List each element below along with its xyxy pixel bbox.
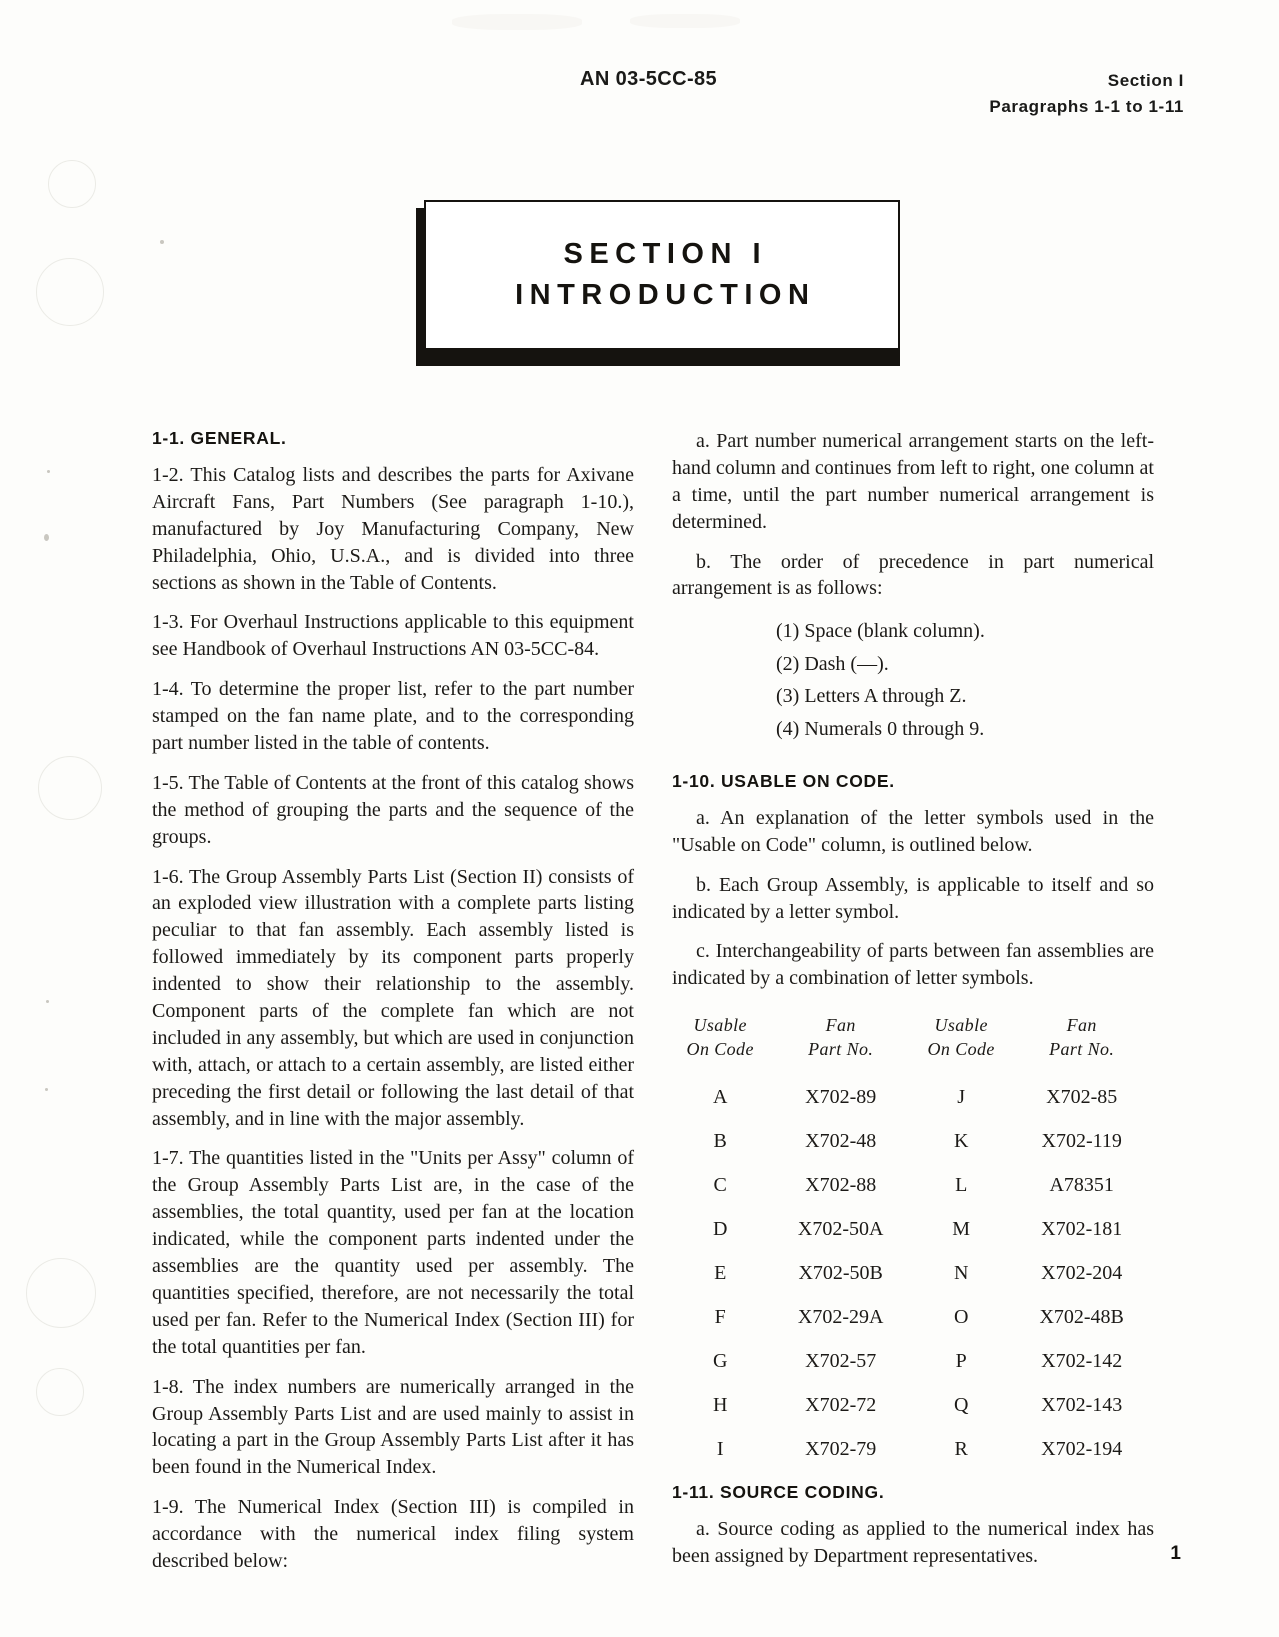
- scan-speck-3: [46, 1000, 49, 1003]
- scan-speck-5: [160, 240, 164, 244]
- scan-smudge-top-right: [630, 14, 740, 28]
- table-row: [672, 1252, 1154, 1296]
- paragraph-1-8: 1-8. The index numbers are numerically arranged in the Group Assembly Parts List and are used mainly to assist in locating a part in the Group Assembly Parts List after it has been found in the Numerical Index.: [152, 1375, 634, 1479]
- heading-usable-on-code: 1-10. USABLE ON CODE.: [672, 770, 895, 791]
- table-row: [672, 1208, 1154, 1252]
- usable-on-code-item-b: b. Each Group Assembly, is applicable to itself and so indicated by a letter symbol.: [672, 873, 1154, 923]
- table-row: [672, 1164, 1154, 1208]
- cell-code: C: [713, 1174, 727, 1197]
- paragraph-1-6: 1-6. The Group Assembly Parts List (Section II) consists of an exploded view illustration with a complete parts listing peculiar to that fan assembly. Each assembly listed is followed immediately by its component parts properly indented to show their relationship to the assembly. Component parts of the complete fan which are not included in any assembly, but which are used in conjunction with, attach, or attach to a certain assembly, are listed either preceding the first detail or following the last detail of that assembly, and in line with the major assembly.: [152, 865, 634, 1130]
- cell-code: K: [953, 1130, 969, 1153]
- cell-part: X702-194: [1041, 1438, 1123, 1461]
- table-header-row: [672, 1014, 1154, 1076]
- table-row: [672, 1384, 1154, 1428]
- cell-part: X702-50B: [798, 1262, 883, 1285]
- paragraph-1-2: 1-2. This Catalog lists and describes the parts for Axivane Aircraft Fans, Part Numbers (See paragraph 1-10.), manufactured by Joy Manufacturing Company, New Philadelphia, Ohio, U.S.A., and is divided into three sections as shown in the Table of Contents.: [152, 464, 634, 594]
- usable-on-code-item-a: a. An explanation of the letter symbols used in the "Usable on Code" column, is outlined below.: [672, 806, 1154, 856]
- section-label: Section I: [1107, 71, 1184, 90]
- cell-code: F: [714, 1306, 726, 1329]
- cell-part: X702-181: [1041, 1218, 1123, 1241]
- cell-part: X702-88: [805, 1174, 877, 1197]
- paragraph-1-9: 1-9. The Numerical Index (Section III) is compiled in accordance with the numerical index filing system described below:: [152, 1496, 634, 1572]
- plate-box: [424, 200, 900, 350]
- paragraph-range: Paragraphs 1-1 to 1-11: [989, 96, 1184, 116]
- header-usable-on-code-1: Usable On Code: [686, 1015, 754, 1059]
- paragraph-1-7: 1-7. The quantities listed in the "Units per Assy" column of the Group Assembly Parts List are, in the case of the assemblies, the total quantity, used per fan at the location indicated, while the component parts indented under the assemblies are the quantity used per assembly. The quantities specified, therefore, are not necessarily the total used per fan. Refer to the Numerical Index (Section III) for the total quantities per fan.: [152, 1147, 634, 1358]
- hole-punch-2: [36, 258, 104, 326]
- precedence-item-4: (4) Numerals 0 through 9.: [776, 717, 985, 740]
- manual-number: AN 03-5CC-85: [580, 68, 718, 90]
- table-row: [672, 1120, 1154, 1164]
- cell-code: M: [952, 1218, 971, 1241]
- hole-punch-5: [36, 1368, 84, 1416]
- cell-part: X702-72: [805, 1394, 877, 1417]
- paragraph-1-3: 1-3. For Overhaul Instructions applicable to this equipment see Handbook of Overhaul Instructions AN 03-5CC-84.: [152, 611, 634, 661]
- cell-code: E: [714, 1262, 727, 1285]
- cell-part: X702-48: [805, 1130, 877, 1153]
- cell-part: A78351: [1049, 1174, 1114, 1197]
- cell-code: A: [712, 1086, 728, 1109]
- cell-code: R: [954, 1438, 968, 1461]
- header-usable-on-code-2: Usable On Code: [927, 1015, 995, 1059]
- cell-part: X702-48B: [1039, 1306, 1124, 1329]
- cell-code: J: [957, 1086, 966, 1109]
- cell-code: I: [716, 1438, 724, 1461]
- table-body: [672, 1076, 1154, 1472]
- heading-source-coding: 1-11. SOURCE CODING.: [672, 1481, 885, 1502]
- cell-part: X702-142: [1041, 1350, 1123, 1373]
- cell-part: X702-204: [1041, 1262, 1123, 1285]
- table-row: [672, 1076, 1154, 1120]
- heading-general: 1-1. GENERAL.: [152, 428, 287, 448]
- precedence-item-1: (1) Space (blank column).: [776, 620, 985, 643]
- cell-code: Q: [953, 1394, 969, 1417]
- precedence-list: [672, 615, 1154, 745]
- precedence-item-3: (3) Letters A through Z.: [776, 685, 967, 708]
- paragraph-1-4: 1-4. To determine the proper list, refer to the part number stamped on the fan name plate, and to the corresponding part number listed in the table of contents.: [152, 678, 634, 755]
- item-b-order-of-precedence: b. The order of precedence in part numerical arrangement is as follows:: [672, 550, 1154, 600]
- paragraph-1-5: 1-5. The Table of Contents at the front of this catalog shows the method of grouping the parts and the sequence of the groups.: [152, 771, 634, 848]
- table-row: [672, 1428, 1154, 1472]
- hole-punch-4: [26, 1258, 96, 1328]
- cell-code: G: [712, 1350, 728, 1373]
- scan-speck-4: [45, 1088, 48, 1091]
- cell-code: H: [712, 1394, 728, 1417]
- cell-part: X702-89: [805, 1086, 877, 1109]
- plate-introduction-line: INTRODUCTION: [515, 279, 816, 311]
- header-fan-part-no-2: Fan Part No.: [1049, 1015, 1115, 1059]
- cell-part: X702-79: [805, 1438, 877, 1461]
- section-title-plate: [416, 200, 900, 358]
- cell-part: X702-57: [805, 1350, 877, 1373]
- cell-code: P: [955, 1350, 967, 1373]
- table-header: [672, 1014, 1154, 1076]
- scan-smudge-top-left: [452, 14, 582, 30]
- item-a-part-number-arrangement: a. Part number numerical arrangement starts on the left-hand column and continues from left to right, one column at a time, until the part number numerical arrangement is determined.: [672, 430, 1154, 533]
- cell-part: X702-85: [1046, 1086, 1118, 1109]
- body-columns: [152, 428, 1187, 1575]
- source-coding-item-a: a. Source coding as applied to the numerical index has been assigned by Department representatives.: [672, 1517, 1154, 1567]
- cell-code: D: [712, 1218, 728, 1241]
- cell-part: X702-29A: [797, 1306, 884, 1329]
- hole-punch-3: [38, 756, 102, 820]
- cell-part: X702-119: [1041, 1130, 1122, 1153]
- scan-speck-1: [47, 470, 50, 473]
- cell-code: N: [953, 1262, 969, 1285]
- left-column: [152, 428, 634, 1575]
- precedence-item-2: (2) Dash (—).: [776, 652, 889, 675]
- usable-on-code-table: [672, 1014, 1154, 1472]
- cell-part: X702-143: [1041, 1394, 1123, 1417]
- cell-part: X702-50A: [797, 1218, 884, 1241]
- cell-code: O: [953, 1306, 969, 1329]
- header-fan-part-no-1: Fan Part No.: [808, 1015, 874, 1059]
- running-head-right: [989, 68, 1184, 119]
- page-number: 1: [1170, 1543, 1181, 1564]
- cell-code: B: [713, 1130, 727, 1153]
- scan-speck-2: [44, 534, 49, 541]
- cell-code: L: [955, 1174, 968, 1197]
- plate-section-line: SECTION I: [563, 237, 767, 270]
- right-column: [672, 428, 1154, 1575]
- hole-punch-1: [48, 160, 96, 208]
- usable-on-code-item-c: c. Interchangeability of parts between fan assemblies are indicated by a combination of letter symbols.: [672, 940, 1154, 990]
- table-row: [672, 1340, 1154, 1384]
- table-row: [672, 1296, 1154, 1340]
- running-head: [150, 68, 1184, 119]
